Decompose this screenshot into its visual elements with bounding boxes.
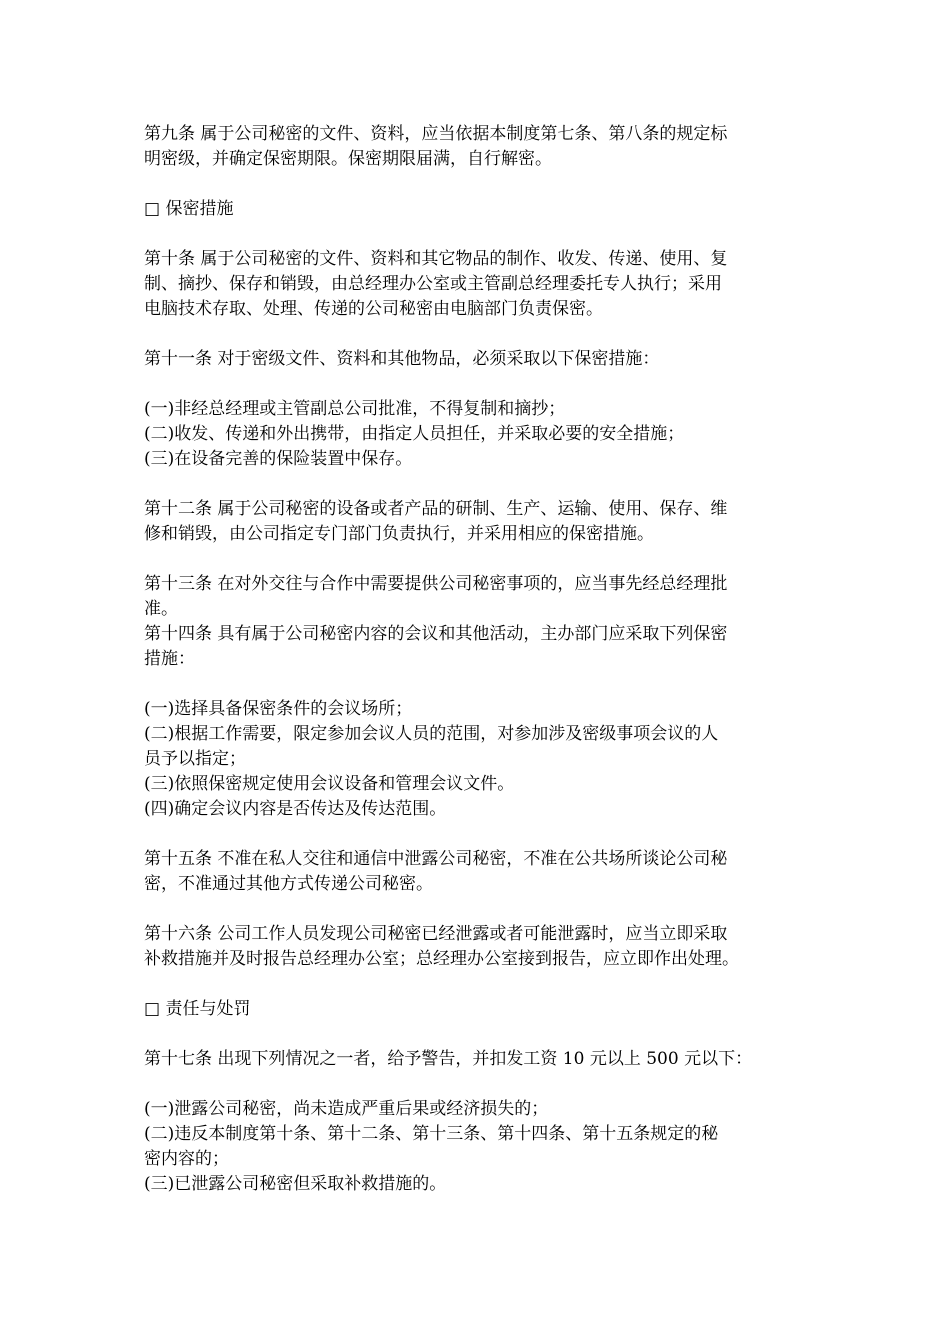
article-17-line-1: 第十七条 出现下列情况之一者，给予警告，并扣发工资 10 元以上 500 元以下： [144,1049,753,1069]
article-9 [144,122,808,172]
list-item: (一)非经总经理或主管副总公司批准，不得复制和摘抄； [144,399,566,419]
article-12-line-1: 第十二条 属于公司秘密的设备或者产品的研制、生产、运输、使用、保存、维 [144,499,728,519]
article-10-line-2: 制、摘抄、保存和销毁，由总经理办公室或主管副总经理委托专人执行；采用 [144,274,722,294]
list-item: (三)已泄露公司秘密但采取补救措施的。 [144,1174,447,1194]
document-page [144,122,808,1197]
list-item: (二)违反本制度第十条、第十二条、第十三条、第十四条、第十五条规定的秘 [144,1124,719,1144]
article-13-line-2: 准。 [144,599,178,619]
article-14-line-2: 措施： [144,649,195,669]
article-11 [144,347,808,372]
article-11-list [144,397,808,472]
article-10-line-3: 电脑技术存取、处理、传递的公司秘密由电脑部门负责保密。 [144,299,603,319]
article-16 [144,922,808,972]
article-13 [144,572,808,622]
list-item: 员予以指定； [144,749,246,769]
article-15 [144,847,808,897]
article-17 [144,1047,808,1072]
article-15-line-2: 密，不准通过其他方式传递公司秘密。 [144,874,433,894]
list-item: (二)根据工作需要，限定参加会议人员的范围，对参加涉及密级事项会议的人 [144,724,719,744]
article-9-line-2: 明密级，并确定保密期限。保密期限届满，自行解密。 [144,149,552,169]
article-14-list [144,697,808,822]
list-item: (四)确定会议内容是否传达及传达范围。 [144,799,447,819]
list-item: (二)收发、传递和外出携带，由指定人员担任，并采取必要的安全措施； [144,424,685,444]
article-14 [144,622,808,672]
heading-measures-text: □ 保密措施 [144,199,234,219]
article-9-line-1: 第九条 属于公司秘密的文件、资料，应当依据本制度第七条、第八条的规定标 [144,124,728,144]
list-item: (三)在设备完善的保险装置中保存。 [144,449,413,469]
article-14-line-1: 第十四条 具有属于公司秘密内容的会议和其他活动，主办部门应采取下列保密 [144,624,728,644]
article-16-line-2: 补救措施并及时报告总经理办公室；总经理办公室接到报告，应立即作出处理。 [144,949,739,969]
article-13-line-1: 第十三条 在对外交往与合作中需要提供公司秘密事项的，应当事先经总经理批 [144,574,728,594]
list-item: 密内容的； [144,1149,229,1169]
article-16-line-1: 第十六条 公司工作人员发现公司秘密已经泄露或者可能泄露时，应当立即采取 [144,924,728,944]
list-item: (一)泄露公司秘密，尚未造成严重后果或经济损失的； [144,1099,549,1119]
section-heading-liability [144,997,808,1022]
article-12 [144,497,808,547]
article-11-line-1: 第十一条 对于密级文件、资料和其他物品，必须采取以下保密措施： [144,349,660,369]
heading-liability-text: □ 责任与处罚 [144,999,251,1019]
article-15-line-1: 第十五条 不准在私人交往和通信中泄露公司秘密，不准在公共场所谈论公司秘 [144,849,728,869]
article-12-line-2: 修和销毁，由公司指定专门部门负责执行，并采用相应的保密措施。 [144,524,654,544]
list-item: (三)依照保密规定使用会议设备和管理会议文件。 [144,774,515,794]
article-10 [144,247,808,322]
list-item: (一)选择具备保密条件的会议场所； [144,699,413,719]
article-10-line-1: 第十条 属于公司秘密的文件、资料和其它物品的制作、收发、传递、使用、复 [144,249,728,269]
section-heading-measures [144,197,808,222]
article-17-list [144,1097,808,1197]
